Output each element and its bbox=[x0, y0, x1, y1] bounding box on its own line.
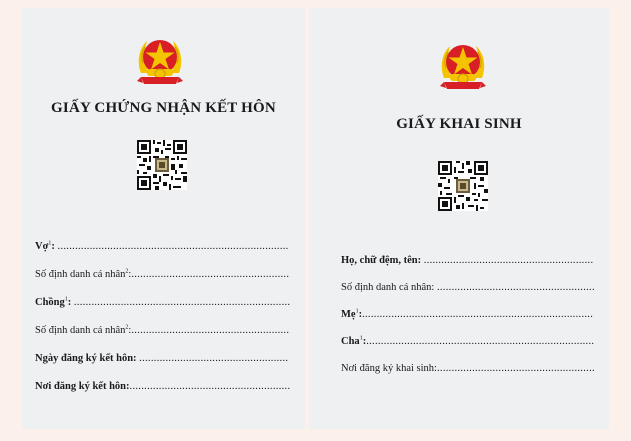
field-birth-registration-place: Nơi đăng ký khai sinh:...................................................... bbox=[341, 363, 595, 374]
qr-code-icon bbox=[438, 161, 488, 211]
national-emblem-icon bbox=[438, 38, 488, 92]
field-wife-dotted-line: ............................................................................... bbox=[57, 241, 289, 252]
field-wife-personal-id-dotted-line: ...................................................... bbox=[131, 269, 290, 280]
field-registration-date-dotted-line: ................................................... bbox=[139, 353, 289, 364]
marriage-certificate-title: GIẤY CHỨNG NHẬN KẾT HÔN bbox=[51, 100, 276, 116]
field-registration-place-dotted-line: ....................................................... bbox=[129, 381, 291, 392]
field-full-name-dotted-line: .......................................................... bbox=[423, 255, 594, 266]
national-emblem-icon bbox=[135, 33, 185, 87]
field-mother: Mẹ$^1$:............................................................................... bbox=[341, 308, 594, 320]
field-personal-id: Số định danh cá nhân: ...................................................... bbox=[341, 282, 595, 293]
field-husband-dotted-line: .......................................................................... bbox=[73, 297, 291, 308]
field-husband: Chồng$^1$: .......................................................................... bbox=[35, 296, 291, 308]
field-personal-id-dotted-line: ...................................................... bbox=[436, 282, 595, 293]
field-father: Cha$^1$:.............................................................................. bbox=[341, 335, 595, 347]
field-husband-personal-id: Số định danh cá nhân$^2$:...................................................... bbox=[35, 324, 290, 336]
field-wife-personal-id: Số định danh cá nhân$^2$:...................................................... bbox=[35, 268, 290, 280]
birth-certificate-card bbox=[309, 8, 609, 429]
field-mother-dotted-line: ............................................................................... bbox=[362, 309, 594, 320]
field-registration-date: Ngày đăng ký kết hôn: ................................................... bbox=[35, 353, 289, 364]
qr-code-icon bbox=[137, 140, 187, 190]
field-wife: Vợ$^1$: ............................................................................... bbox=[35, 240, 289, 252]
field-birth-registration-place-dotted-line: ...................................................... bbox=[436, 363, 595, 374]
field-father-dotted-line: .............................................................................. bbox=[366, 336, 595, 347]
field-full-name: Họ, chữ đệm, tên: .......................................................... bbox=[341, 255, 594, 266]
birth-certificate-title: GIẤY KHAI SINH bbox=[396, 116, 522, 132]
field-husband-personal-id-dotted-line: ...................................................... bbox=[131, 325, 290, 336]
marriage-certificate-card bbox=[22, 8, 305, 429]
field-registration-place: Nơi đăng ký kết hôn:....................................................... bbox=[35, 381, 291, 392]
